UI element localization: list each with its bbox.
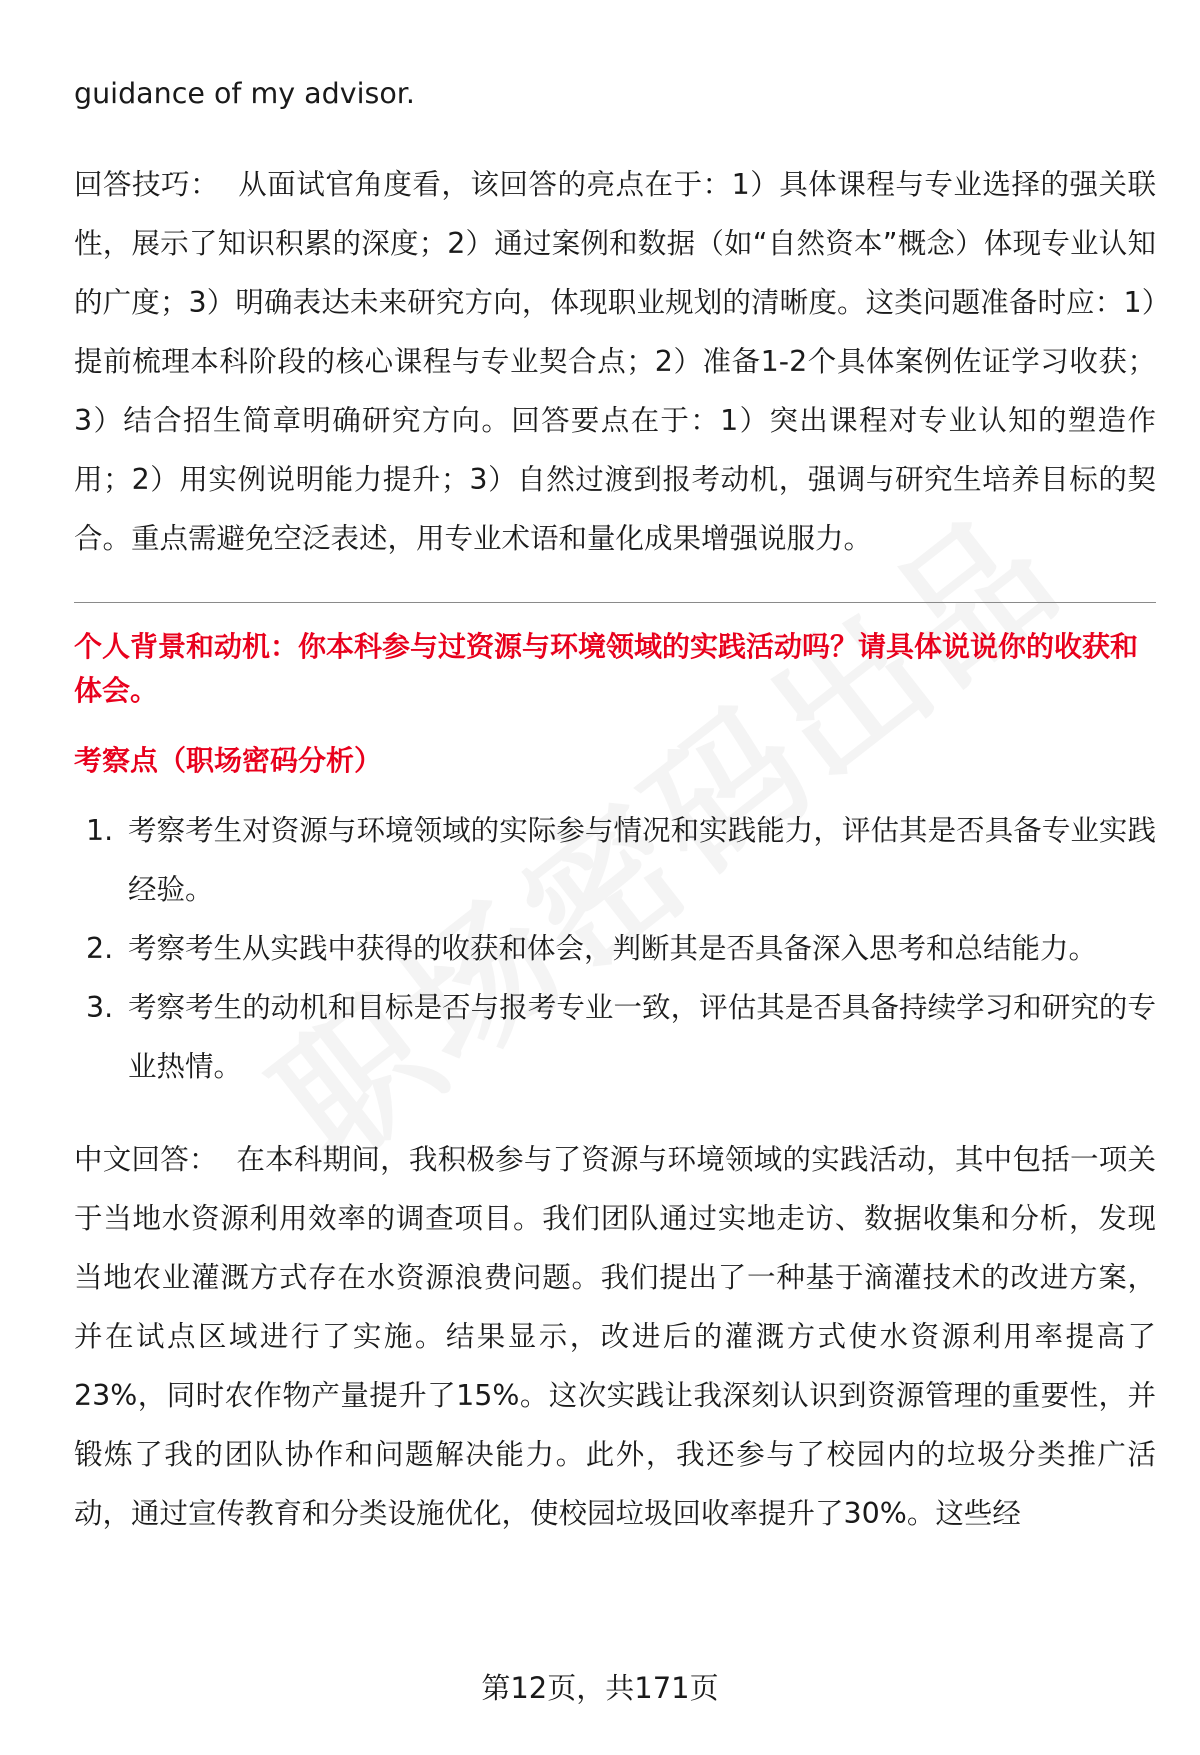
assessment-points-list (74, 801, 1156, 1096)
list-item-number: 2. (86, 932, 114, 965)
page-content (74, 64, 1156, 1543)
list-item (74, 801, 1156, 919)
answer-tips-paragraph (74, 155, 1156, 568)
chinese-answer-paragraph (74, 1130, 1156, 1543)
list-item-text: 考察考生对资源与环境领域的实际参与情况和实践能力，评估其是否具备专业实践经验。 (128, 814, 1156, 906)
chinese-answer-text: 在本科期间，我积极参与了资源与环境领域的实践活动，其中包括一项关于当地水资源利用效率的调查项目。我们团队通过实地走访、数据收集和分析，发现当地农业灌溉方式存在水资源浪费问题。我们提出了一种基于滴灌技术的改进方案，并在试点区域进行了实施。结果显示，改进后的灌溉方式使水资源利用率提高了23%，同时农作物产量提升了15%。这次实践让我深刻认识到资源管理的重要性，并锻炼了我的团队协作和问题解决能力。此外，我还参与了校园内的垃圾分类推广活动，通过宣传教育和分类设施优化，使校园垃圾回收率提升了30%。这些经 (74, 1143, 1156, 1530)
list-item-number: 1. (86, 814, 114, 847)
list-item (74, 978, 1156, 1096)
answer-tips-text: 从面试官角度看，该回答的亮点在于：1）具体课程与专业选择的强关联性，展示了知识积累的深度；2）通过案例和数据（如“自然资本”概念）体现专业认知的广度；3）明确表达未来研究方向，体现职业规划的清晰度。这类问题准备时应：1）提前梳理本科阶段的核心课程与专业契合点；2）准备1-2个具体案例佐证学习收获；3）结合招生简章明确研究方向。回答要点在于：1）突出课程对专业认知的塑造作用；2）用实例说明能力提升；3）自然过渡到报考动机，强调与研究生培养目标的契合。重点需避免空泛表述，用专业术语和量化成果增强说服力。 (74, 168, 1157, 555)
question-heading: 个人背景和动机：你本科参与过资源与环境领域的实践活动吗？请具体说说你的收获和体会。 (74, 630, 1139, 707)
page-footer: 第12页，共171页 (481, 1671, 719, 1705)
list-item-number: 3. (86, 991, 114, 1024)
assessment-points-heading: 考察点（职场密码分析） (74, 744, 383, 777)
list-item (74, 919, 1156, 978)
list-item-text: 考察考生从实践中获得的收获和体会，判断其是否具备深入思考和总结能力。 (128, 932, 1098, 965)
previous-answer-tail: guidance of my advisor. (74, 77, 415, 110)
list-item-text: 考察考生的动机和目标是否与报考专业一致，评估其是否具备持续学习和研究的专业热情。 (128, 991, 1156, 1083)
chinese-answer-label: 中文回答： (74, 1143, 218, 1176)
section-divider (74, 602, 1156, 603)
answer-tips-label: 回答技巧： (74, 168, 220, 201)
